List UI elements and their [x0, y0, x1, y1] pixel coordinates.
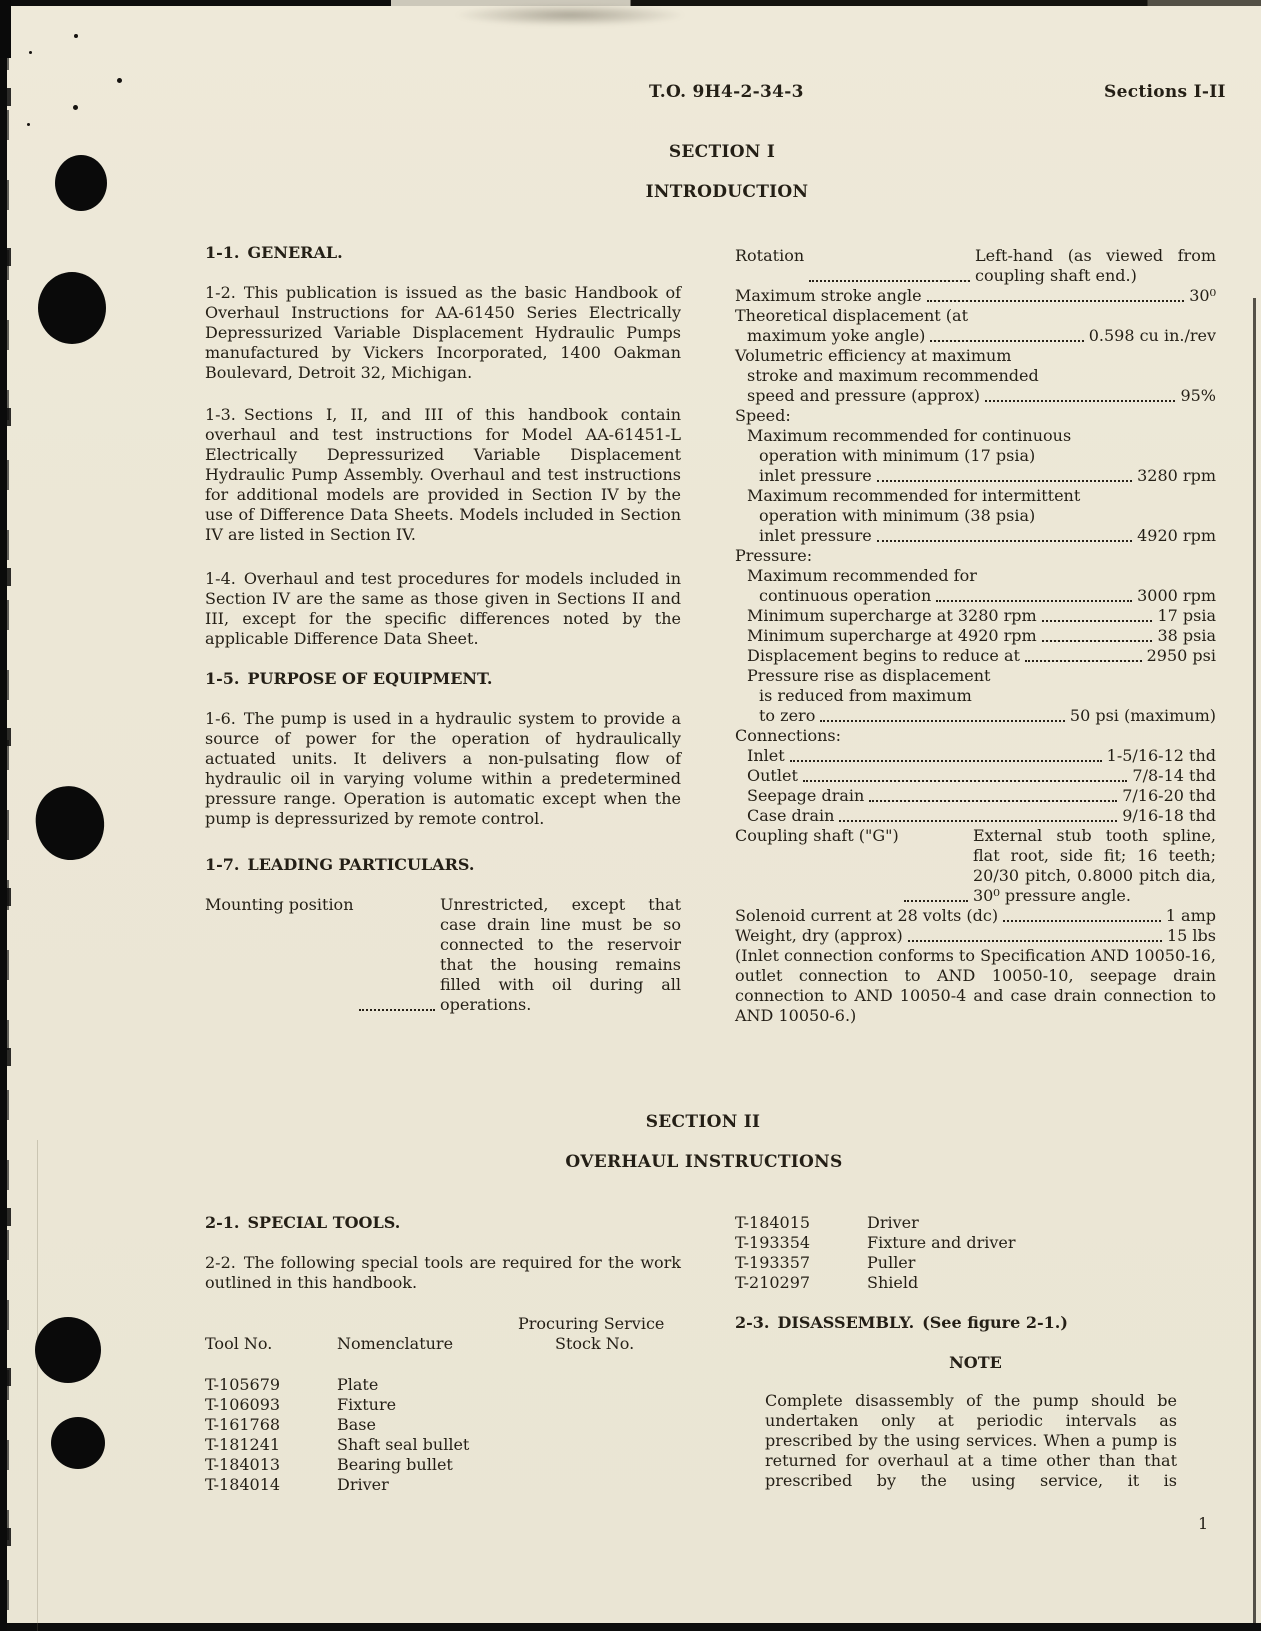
spec-label: Rotation [735, 246, 805, 265]
scan-edge-left-ragged2 [7, 40, 9, 1631]
ink-speck [117, 78, 122, 83]
spec-label: Seepage drain [747, 786, 865, 805]
tool-number: T-105679 [205, 1375, 281, 1394]
table-row [205, 1475, 681, 1495]
table-row [735, 1273, 1216, 1293]
heading-2-3: 2-3. DISASSEMBLY. (See figure 2-1.) [735, 1313, 1068, 1332]
spec-value: 7/8-14 thd [1132, 766, 1216, 785]
spec-value: 3280 rpm [1137, 466, 1216, 485]
paragraph-1-3: 1-3. Sections I, II, and III of this handbook contain overhaul and test instructions for Model AA-61451-L Electrically Depressurized Variable Displacement Hydraulic Pump Assembly. Overhaul and test instructions for additional models are provided in Section IV by the use of Difference Data Sheets. Models included in Section IV are listed in Section IV. [205, 405, 681, 544]
ink-speck [74, 34, 78, 38]
dot-leader [1003, 920, 1161, 922]
spec-label: Mounting position [205, 895, 354, 914]
spec-value: 3000 rpm [1137, 586, 1216, 605]
scan-edge-left [0, 0, 7, 1631]
page-number: 1 [1198, 1514, 1209, 1533]
spec-value: 38 psia [1157, 626, 1216, 645]
dot-leader [839, 820, 1117, 822]
heading-2-1: 2-1. SPECIAL TOOLS. [205, 1213, 401, 1232]
dot-leader [790, 760, 1102, 762]
tool-number: T-161768 [205, 1415, 281, 1434]
tool-nomenclature: Plate [337, 1375, 379, 1394]
tool-nomenclature: Shield [867, 1273, 919, 1292]
table-body [205, 1375, 681, 1495]
scan-smudge [455, 4, 685, 26]
spec-row [735, 746, 1216, 766]
table-row [205, 1435, 681, 1455]
section1-right-column [735, 246, 1216, 1026]
spec-value: 2950 psi [1146, 646, 1216, 665]
spec-value: Unrestricted, except that case drain line must be so connected to the reservoir that the housing remains filled with oil during all operations. [440, 895, 681, 1014]
spec-label: Weight, dry (approx) [735, 926, 903, 945]
tool-number: T-184014 [205, 1475, 281, 1494]
ink-speck [29, 51, 32, 54]
spec-value: 4920 rpm [1137, 526, 1216, 545]
dot-leader [904, 900, 968, 902]
paper-crease [37, 1140, 38, 1631]
spec-label: Coupling shaft ("G") [735, 826, 899, 845]
to-number: T.O. 9H4-2-34-3 [649, 82, 804, 102]
spec-label: Minimum supercharge at 4920 rpm [747, 626, 1037, 645]
column-header-tool-no: Tool No. [205, 1334, 273, 1353]
spec-row [735, 666, 1216, 686]
dot-leader [820, 720, 1065, 722]
spec-value: 17 psia [1157, 606, 1216, 625]
dot-leader [1025, 660, 1142, 662]
dot-leader [908, 940, 1162, 942]
table-header-procuring-service: Procuring Service [518, 1314, 665, 1333]
dot-leader [803, 780, 1128, 782]
hole-punch-mark [31, 782, 109, 865]
section1-left-column [205, 243, 681, 1015]
spec-row [735, 386, 1216, 406]
spec-label: Maximum stroke angle [735, 286, 922, 305]
tool-nomenclature: Fixture and driver [867, 1233, 1016, 1252]
spec-label: Displacement begins to reduce at [747, 646, 1020, 665]
spec-row [735, 326, 1216, 346]
spec-row [735, 766, 1216, 786]
dot-leader [877, 480, 1132, 482]
dot-leader [877, 540, 1132, 542]
ink-speck [27, 123, 30, 126]
tool-number: T-193357 [735, 1253, 811, 1272]
spec-label: Maximum recommended for [747, 566, 977, 585]
spec-row [735, 726, 1216, 746]
dot-leader [1042, 620, 1153, 622]
spec-row [735, 546, 1216, 566]
spec-label: maximum yoke angle) [747, 326, 926, 345]
spec-label: Case drain [747, 806, 835, 825]
dot-leader [359, 1009, 436, 1011]
spec-label: Inlet [747, 746, 785, 765]
dot-leader [809, 280, 970, 282]
tool-number: T-184013 [205, 1455, 281, 1474]
spec-value: 1-5/16-12 thd [1106, 746, 1216, 765]
table-row [205, 1455, 681, 1475]
spec-row [735, 406, 1216, 426]
heading-1-5: 1-5. PURPOSE OF EQUIPMENT. [205, 669, 493, 688]
scan-edge-bottom [0, 1623, 1261, 1631]
hole-punch-mark [38, 272, 106, 344]
spec-row [735, 366, 1216, 386]
spec-row [735, 926, 1216, 946]
heading-1-1: 1-1. GENERAL. [205, 243, 343, 262]
tool-nomenclature: Driver [867, 1213, 919, 1232]
spec-value: 7/16-20 thd [1122, 786, 1216, 805]
column-header-stock-no: Stock No. [555, 1334, 635, 1353]
table-row [735, 1253, 1216, 1273]
tool-nomenclature: Shaft seal bullet [337, 1435, 470, 1454]
spec-row [735, 246, 1216, 286]
dot-leader [869, 800, 1117, 802]
spec-label: Speed: [735, 406, 791, 425]
note-paragraph: Complete disassembly of the pump should be undertaken only at periodic intervals as prescribed by the using services. When a pump is returned for overhaul at a time other than that prescribed by the using service, it is [765, 1391, 1177, 1490]
dot-leader [1042, 640, 1153, 642]
section2-right-column [735, 1213, 1216, 1491]
spec-value: 50 psi (maximum) [1069, 706, 1216, 725]
section1-subtitle: INTRODUCTION [645, 182, 809, 202]
spec-label: is reduced from maximum [759, 686, 972, 705]
spec-row-coupling-shaft [735, 826, 1216, 906]
tool-nomenclature: Base [337, 1415, 376, 1434]
spec-row [735, 706, 1216, 726]
dot-leader [985, 400, 1175, 402]
sections-label: Sections I-II [1104, 82, 1226, 102]
table-row [205, 1415, 681, 1435]
dot-leader [936, 600, 1132, 602]
spec-label: Solenoid current at 28 volts (dc) [735, 906, 999, 925]
note-heading: NOTE [949, 1353, 1002, 1372]
tool-number: T-184015 [735, 1213, 811, 1232]
spec-label: speed and pressure (approx) [747, 386, 980, 405]
table-row [205, 1375, 681, 1395]
spec-row [735, 466, 1216, 486]
table-row [735, 1213, 1216, 1233]
spec-value: 15 lbs [1166, 926, 1216, 945]
section2-left-column [205, 1213, 681, 1495]
spec-value: 0.598 cu in./rev [1088, 326, 1216, 345]
spec-label: inlet pressure [759, 466, 872, 485]
spec-label: Maximum recommended for intermittent [747, 486, 1081, 505]
tool-number: T-181241 [205, 1435, 281, 1454]
spec-row [735, 786, 1216, 806]
spec-label: Connections: [735, 726, 841, 745]
spec-row [735, 526, 1216, 546]
spec-value: External stub tooth spline, flat root, side fit; 16 teeth; 20/30 pitch, 0.8000 pitch dia, 30⁰ pressure angle. [973, 826, 1216, 905]
spec-label: stroke and maximum recommended [747, 366, 1039, 385]
spec-label: Minimum supercharge at 3280 rpm [747, 606, 1037, 625]
spec-label: Pressure: [735, 546, 813, 565]
dot-leader [927, 300, 1185, 302]
spec-label: continuous operation [759, 586, 932, 605]
spec-label: Outlet [747, 766, 798, 785]
table-header-row [205, 1334, 681, 1354]
paragraph-1-2: 1-2. This publication is issued as the basic Handbook of Overhaul Instructions for AA-61450 Series Electrically Depressurized Variable Displacement Hydraulic Pumps manufactured by Vickers Incorporated, 1400 Oakman Boulevard, Detroit 32, Michigan. [205, 283, 681, 382]
hole-punch-mark [55, 155, 107, 211]
column-header-nomenclature: Nomenclature [337, 1334, 454, 1353]
tool-nomenclature: Driver [337, 1475, 389, 1494]
spec-value: Left-hand (as viewed from coupling shaft end.) [975, 246, 1216, 285]
spec-value: 1 amp [1165, 906, 1216, 925]
spec-value: 95% [1180, 386, 1216, 405]
scan-corner-top-left [0, 0, 11, 58]
spec-row [735, 806, 1216, 826]
spec-row [735, 506, 1216, 526]
section1-title: SECTION I [668, 142, 776, 162]
scan-edge-right-line [1253, 298, 1256, 1623]
spec-row [735, 306, 1216, 326]
spec-label: operation with minimum (17 psia) [759, 446, 1036, 465]
spec-row [735, 446, 1216, 466]
hole-punch-mark [51, 1417, 105, 1469]
section2-subtitle: OVERHAUL INSTRUCTIONS [565, 1152, 843, 1172]
special-tools-table-continued [735, 1213, 1216, 1293]
spec-row [735, 586, 1216, 606]
spec-row [735, 626, 1216, 646]
spec-row [735, 906, 1216, 926]
spec-label: Volumetric efficiency at maximum [735, 346, 1012, 365]
spec-label: Pressure rise as displacement [747, 666, 991, 685]
tool-number: T-106093 [205, 1395, 281, 1414]
spec-row [735, 286, 1216, 306]
spec-row [735, 606, 1216, 626]
spec-value: 9/16-18 thd [1122, 806, 1216, 825]
spec-row [735, 566, 1216, 586]
paragraph-2-2: 2-2. The following special tools are required for the work outlined in this handbook. [205, 1253, 681, 1292]
inlet-connection-note: (Inlet connection conforms to Specification AND 10050-16, outlet connection to AND 10050-10, seepage drain connection to AND 10050-4 and case drain connection to AND 10050-6.) [735, 946, 1216, 1025]
paragraph-1-6: 1-6. The pump is used in a hydraulic system to provide a source of power for the operation of hydraulically actuated units. It delivers a non-pulsating flow of hydraulic oil in varying volume within a predetermined pressure range. Operation is automatic except when the pump is depressurized by remote control. [205, 709, 681, 828]
paragraph-1-4: 1-4. Overhaul and test procedures for models included in Section IV are the same as those given in Sections II and III, except for the specific differences noted by the applicable Difference Data Sheet. [205, 569, 681, 648]
spec-label: Maximum recommended for continuous [747, 426, 1072, 445]
special-tools-table [205, 1314, 681, 1495]
tool-number: T-193354 [735, 1233, 811, 1252]
ink-speck [73, 105, 78, 110]
table-row [205, 1395, 681, 1415]
tool-nomenclature: Puller [867, 1253, 916, 1272]
dot-leader [930, 340, 1083, 342]
hole-punch-mark [35, 1317, 101, 1383]
spec-row [735, 346, 1216, 366]
tool-nomenclature: Bearing bullet [337, 1455, 453, 1474]
mounting-position-row [205, 895, 681, 1015]
spec-label: operation with minimum (38 psia) [759, 506, 1036, 525]
tool-number: T-210297 [735, 1273, 811, 1292]
spec-row [735, 486, 1216, 506]
table-row [735, 1233, 1216, 1253]
spec-label: Theoretical displacement (at [735, 306, 969, 325]
spec-value: 30⁰ [1189, 286, 1216, 305]
spec-label: inlet pressure [759, 526, 872, 545]
tool-nomenclature: Fixture [337, 1395, 397, 1414]
heading-1-7: 1-7. LEADING PARTICULARS. [205, 855, 475, 874]
section2-title: SECTION II [645, 1112, 761, 1132]
spec-row [735, 686, 1216, 706]
spec-row [735, 646, 1216, 666]
spec-row [735, 426, 1216, 446]
spec-label: to zero [759, 706, 816, 725]
